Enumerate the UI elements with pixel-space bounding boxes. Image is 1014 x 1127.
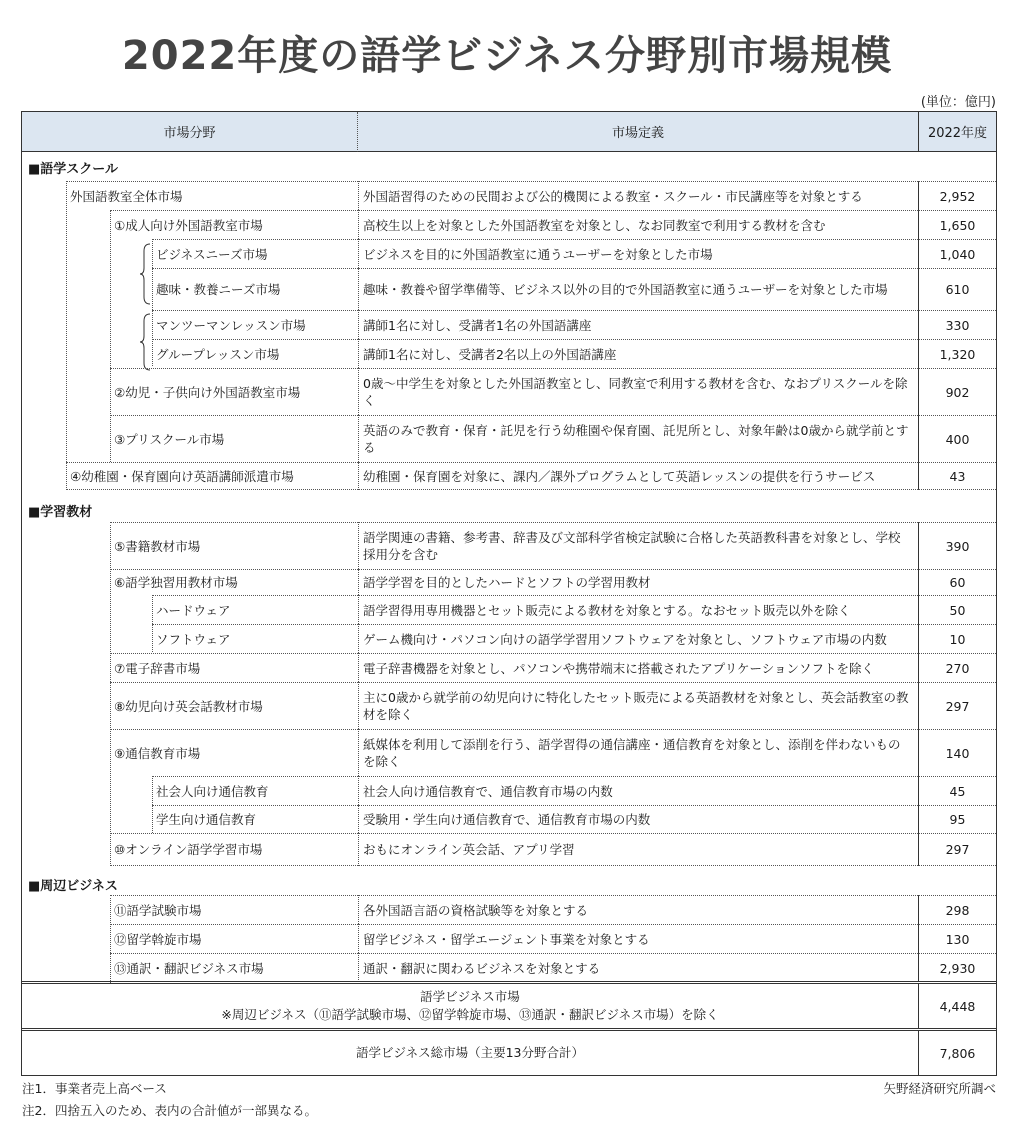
- row-name: ⑩オンライン語学学習市場: [110, 833, 358, 866]
- row-definition: ゲーム機向け・パソコン向けの語学学習用ソフトウェアを対象とし、ソフトウェア市場の内数: [358, 624, 918, 653]
- row-value: 297: [918, 682, 996, 729]
- row-definition: 留学ビジネス・留学エージェント事業を対象とする: [358, 924, 918, 953]
- row-value: 45: [918, 776, 996, 805]
- header-category: 市場分野: [22, 112, 358, 152]
- row-value: 130: [918, 924, 996, 953]
- row-definition: 0歳～中学生を対象とした外国語教室とし、同教室で利用する教材を含む、なおプリスクールを除く: [358, 368, 918, 415]
- row-value: 95: [918, 805, 996, 833]
- row-definition: 語学関連の書籍、参考書、辞書及び文部科学省検定試験に合格した英語教科書を対象とし、学校採用分を含む: [358, 522, 918, 569]
- row-value: 50: [918, 595, 996, 624]
- row-value: 298: [918, 895, 996, 924]
- row-definition: 高校生以上を対象とした外国語教室を対象とし、なお同教室で利用する教材を含む: [358, 210, 918, 239]
- row-definition: 外国語習得のための民間および公的機関による教室・スクール・市民講座等を対象とする: [358, 181, 918, 210]
- unit-label: (単位：億円): [920, 95, 996, 110]
- row-name: ハードウェア: [152, 595, 358, 624]
- row-name: ⑫留学斡旋市場: [110, 924, 358, 953]
- row-name: ③プリスクール市場: [110, 415, 358, 462]
- footnote-1: 注1．事業者売上高ベース: [22, 1081, 167, 1096]
- row-value: 1,040: [918, 239, 996, 268]
- row-name: グループレッスン市場: [152, 339, 358, 368]
- row-definition: 電子辞書機器を対象とし、パソコンや携帯端末に搭載されたアプリケーションソフトを除く: [358, 653, 918, 682]
- row-name: ⑧幼児向け英会話教材市場: [110, 682, 358, 729]
- row-definition: 講師1名に対し、受講者2名以上の外国語講座: [358, 339, 918, 368]
- row-name: ②幼児・子供向け外国語教室市場: [110, 368, 358, 415]
- page-title: 2022年度の語学ビジネス分野別市場規模: [121, 33, 893, 79]
- row-name: ⑤書籍教材市場: [110, 522, 358, 569]
- indent-guide: [66, 181, 67, 488]
- row-definition: 主に0歳から就学前の幼児向けに特化したセット販売による英語教材を対象とし、英会話教室の教材を除く: [358, 682, 918, 729]
- row-name: ⑪語学試験市場: [110, 895, 358, 924]
- row-value: 140: [918, 729, 996, 776]
- row-definition: 講師1名に対し、受講者1名の外国語講座: [358, 310, 918, 339]
- row-value: 610: [918, 268, 996, 310]
- row-name: ⑬通訳・翻訳ビジネス市場: [110, 953, 358, 982]
- row-value: 2,952: [918, 181, 996, 210]
- header-year: 2022年度: [918, 112, 996, 152]
- source-credit: 矢野経済研究所調べ: [883, 1081, 996, 1096]
- row-value: 330: [918, 310, 996, 339]
- subtotal-title: 語学ビジネス市場: [420, 989, 520, 1004]
- row-name: ④幼稚園・保育園向け英語講師派遣市場: [66, 462, 358, 490]
- row-definition: 趣味・教養や留学準備等、ビジネス以外の目的で外国語教室に通うユーザーを対象とした市場: [358, 268, 918, 310]
- subtotal-note: ※周辺ビジネス（⑪語学試験市場、⑫留学斡旋市場、⑬通訳・翻訳ビジネス市場）を除く: [221, 1007, 719, 1022]
- row-value: 1,650: [918, 210, 996, 239]
- row-name: ⑨通信教育市場: [110, 729, 358, 776]
- total-title: 語学ビジネス総市場（主要13分野合計）: [355, 1045, 585, 1060]
- brace-icon: [140, 243, 152, 305]
- row-name: 学生向け通信教育: [152, 805, 358, 833]
- total-value: 7,806: [918, 1031, 996, 1075]
- row-value: 2,930: [918, 953, 996, 982]
- row-definition: 英語のみで教育・保育・託児を行う幼稚園や保育園、託児所とし、対象年齢は0歳から就学前とする: [358, 415, 918, 462]
- row-definition: 受験用・学生向け通信教育で、通信教育市場の内数: [358, 805, 918, 833]
- subtotal-label: [22, 984, 918, 1028]
- row-name: ⑥語学独習用教材市場: [110, 569, 358, 595]
- row-value: 1,320: [918, 339, 996, 368]
- row-value: 60: [918, 569, 996, 595]
- section-learning-materials: ■学習教材: [28, 505, 93, 520]
- row-definition: 幼稚園・保育園を対象に、課内／課外プログラムとして英語レッスンの提供を行うサービス: [358, 462, 918, 490]
- row-name: 趣味・教養ニーズ市場: [152, 268, 358, 310]
- row-name: 社会人向け通信教育: [152, 776, 358, 805]
- row-name: マンツーマンレッスン市場: [152, 310, 358, 339]
- section-peripheral-business: ■周辺ビジネス: [28, 879, 118, 894]
- row-value: 270: [918, 653, 996, 682]
- row-value: 43: [918, 462, 996, 490]
- row-name: ⑦電子辞書市場: [110, 653, 358, 682]
- row-name: ソフトウェア: [152, 624, 358, 653]
- total-label: [22, 1031, 918, 1075]
- subtotal-value: 4,448: [918, 984, 996, 1028]
- row-value: 297: [918, 833, 996, 866]
- row-value: 10: [918, 624, 996, 653]
- row-definition: 各外国語言語の資格試験等を対象とする: [358, 895, 918, 924]
- row-name: ビジネスニーズ市場: [152, 239, 358, 268]
- footnote-2: 注2．四捨五入のため、表内の合計値が一部異なる。: [22, 1103, 317, 1118]
- brace-icon: [140, 313, 152, 371]
- row-value: 400: [918, 415, 996, 462]
- row-value: 390: [918, 522, 996, 569]
- row-definition: おもにオンライン英会話、アプリ学習: [358, 833, 918, 866]
- row-definition: 語学習得用専用機器とセット販売による教材を対象とする。なおセット販売以外を除く: [358, 595, 918, 624]
- header-definition: 市場定義: [358, 112, 918, 152]
- market-table: [21, 111, 997, 1076]
- row-name: ①成人向け外国語教室市場: [110, 210, 358, 239]
- row-name: 外国語教室全体市場: [66, 181, 358, 210]
- row-definition: ビジネスを目的に外国語教室に通うユーザーを対象とした市場: [358, 239, 918, 268]
- row-definition: 通訳・翻訳に関わるビジネスを対象とする: [358, 953, 918, 982]
- row-definition: 社会人向け通信教育で、通信教育市場の内数: [358, 776, 918, 805]
- row-value: 902: [918, 368, 996, 415]
- row-definition: 語学学習を目的としたハードとソフトの学習用教材: [358, 569, 918, 595]
- section-language-school: ■語学スクール: [28, 162, 119, 177]
- row-definition: 紙媒体を利用して添削を行う、語学習得の通信講座・通信教育を対象とし、添削を伴わないものを除く: [358, 729, 918, 776]
